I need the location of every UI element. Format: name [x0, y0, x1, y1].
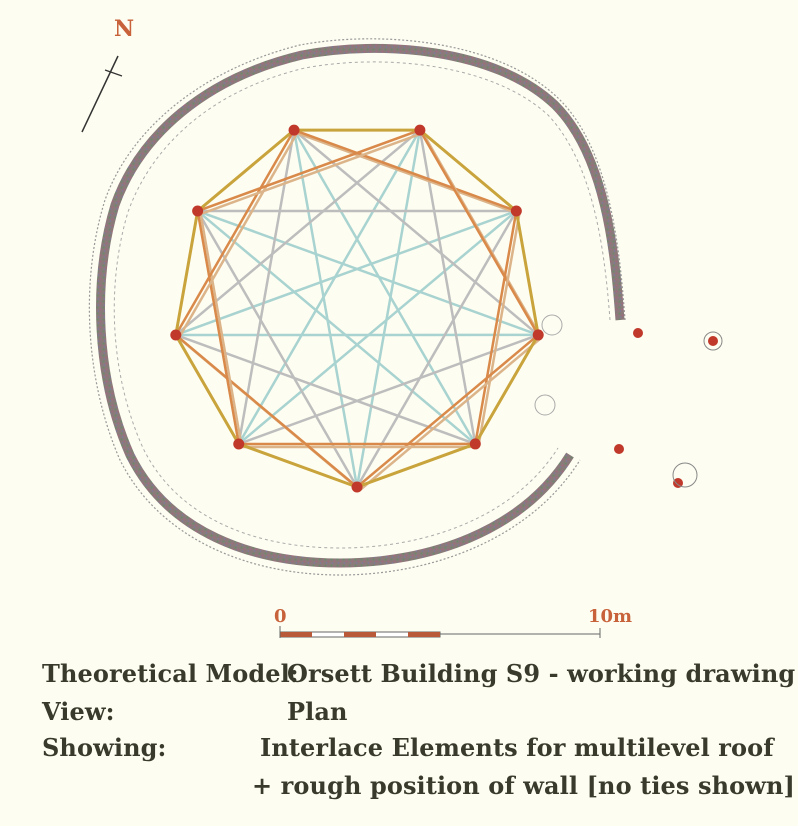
post-hole	[535, 395, 555, 415]
roof-post	[352, 482, 363, 493]
north-label: N	[114, 16, 135, 42]
showing-value-2: + rough position of wall [no ties shown]	[252, 771, 796, 800]
interlace-element	[176, 335, 475, 444]
scale-bar	[280, 626, 600, 638]
wall-inner-edge	[114, 62, 610, 548]
interlace-element	[360, 338, 541, 490]
roof-post	[511, 205, 522, 216]
interlace-element	[239, 444, 357, 487]
roof-post	[233, 438, 244, 449]
post-hole	[542, 315, 562, 335]
view-label: View:	[42, 697, 115, 726]
roof-post	[470, 438, 481, 449]
model-value: Orsett Building S9 - working drawing	[287, 659, 796, 688]
interlace-element	[176, 130, 420, 335]
north-arrow	[82, 56, 122, 132]
interlace-element	[420, 130, 516, 211]
interlace-elements	[176, 130, 541, 490]
view-value: Plan	[287, 697, 348, 726]
entrance-post	[614, 444, 624, 454]
interlace-element	[179, 133, 297, 338]
roof-post	[533, 329, 544, 340]
scale-end-label: 10m	[588, 606, 633, 627]
posts	[170, 125, 543, 493]
interlace-element	[357, 444, 475, 487]
roof-post	[192, 206, 203, 217]
showing-value-1: Interlace Elements for multilevel roof	[260, 733, 774, 762]
interlace-element	[294, 130, 538, 335]
scale-start-label: 0	[274, 606, 287, 627]
entrance-post	[708, 336, 718, 346]
showing-label: Showing:	[42, 733, 167, 762]
entrance-post	[633, 328, 643, 338]
roof-post	[289, 125, 300, 136]
interlace-element	[239, 335, 538, 444]
roof-post	[170, 329, 181, 340]
interlace-element	[478, 214, 519, 447]
model-label: Theoretical Model:	[42, 659, 299, 688]
post-hole	[673, 463, 697, 487]
wall	[89, 39, 625, 575]
roof-post	[414, 125, 425, 136]
